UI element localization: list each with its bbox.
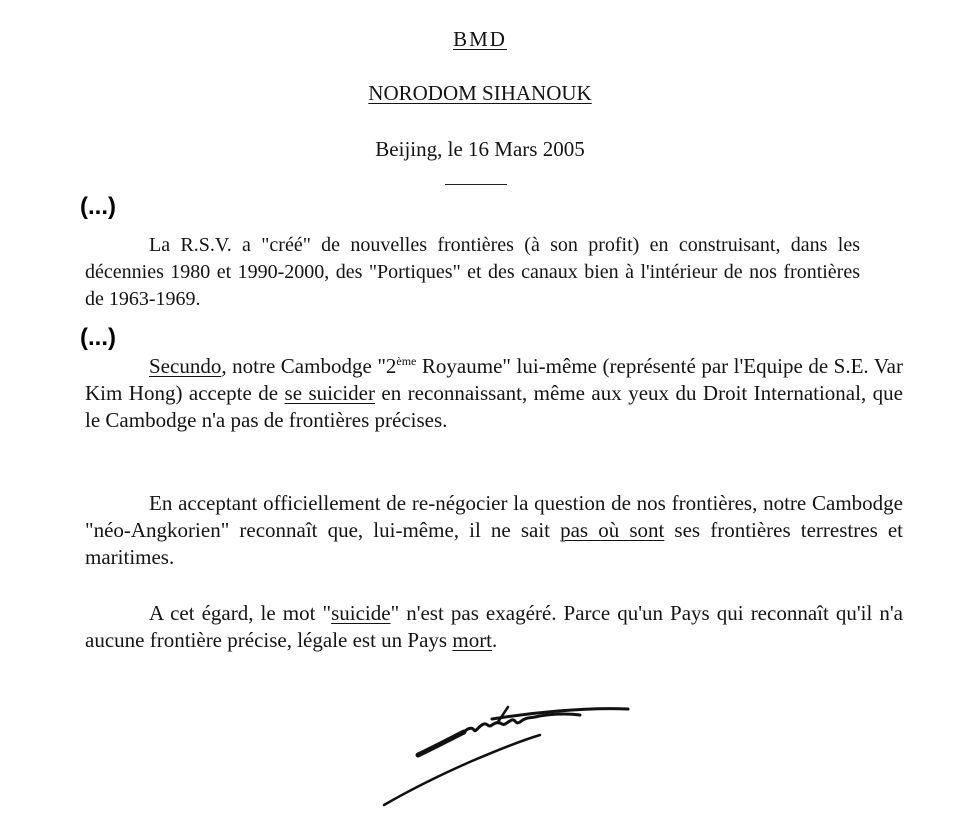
paragraph-4-text-a: A cet égard, le mot " xyxy=(149,601,332,625)
suicide-word: suicide xyxy=(331,601,391,625)
paragraph-4-text-c: . xyxy=(492,628,498,652)
header-divider xyxy=(445,184,507,185)
paragraph-1-text: La R.S.V. a "créé" de nouvelles frontières (à son profit) en construisant, dans les décennies 1980 et 1990-2000, des "Portiques" et des canaux bien à l'intérieur de nos frontières de 1963-1969. xyxy=(85,234,860,310)
letterhead-org: BMD xyxy=(453,27,507,51)
mort-word: mort xyxy=(452,628,493,652)
paragraph-2-text-b: Royaume" lui-même (représenté par l'Equipe de S.E. Var Kim Hong) accepte de xyxy=(85,354,903,405)
paragraph-4 xyxy=(85,600,903,654)
pas-ou-sont-phrase: pas où sont xyxy=(560,518,665,542)
paragraph-1 xyxy=(85,232,860,313)
letterhead-name: NORODOM SIHANOUK xyxy=(368,81,592,105)
paragraph-3 xyxy=(85,490,903,571)
date-line: Beijing, le 16 Mars 2005 xyxy=(375,137,585,161)
se-suicider-phrase: se suicider xyxy=(284,381,375,405)
secundo-word: Secundo xyxy=(149,354,222,378)
superscript-eme: ème xyxy=(396,354,417,368)
paragraph-2-text-c: en reconnaissant, même aux yeux du Droit International, que le Cambodge n'a pas de frontières précises. xyxy=(85,381,903,432)
paragraph-4-text-b: " n'est pas exagéré. Parce qu'un Pays qui reconnaît qu'il n'a aucune frontière précise, légale est un Pays xyxy=(85,601,903,652)
paragraph-2 xyxy=(85,353,903,434)
omission-marker-2: (...) xyxy=(80,324,116,351)
omission-marker-1: (...) xyxy=(80,193,116,220)
paragraph-2-text-a: , notre Cambodge "2 xyxy=(221,354,397,378)
handwritten-signature xyxy=(380,695,640,815)
paragraph-3-text-a: En acceptant officiellement de re-négocier la question de nos frontières, notre Cambodge "néo-Angkorien" reconnaît que, lui-même, il ne sait xyxy=(85,491,903,542)
paragraph-3-text-b: ses frontières terrestres et maritimes. xyxy=(85,518,903,569)
